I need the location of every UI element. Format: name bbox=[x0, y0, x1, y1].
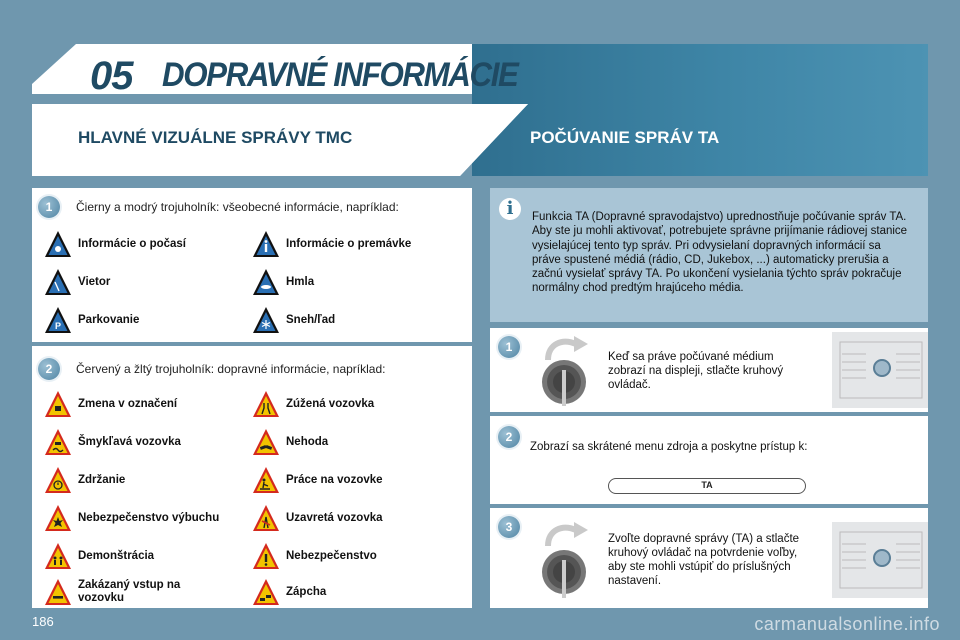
info-text: Funkcia TA (Dopravné spravodajstvo) uprednostňuje počúvanie správ TA. Aby ste ju mohli aktivovať, potrebujete správne prijímanie rádiovej stanice vysielajúcej tento typ správ. Pri odvysielaní dopravných informácií sa práve spustené médiá (rádio, CD, Jukebox, ...) automaticky prerušia a začnú vysielať správy TA. Po ukončení vysielania týchto správ pokračuje normálny chod predtým hrajúceho média. bbox=[532, 211, 908, 295]
sign-label: Nebezpečenstvo výbuchu bbox=[78, 511, 220, 524]
sign-slippery-road bbox=[44, 428, 181, 456]
snow-ice-sign-icon bbox=[252, 306, 280, 334]
parking-sign-icon bbox=[44, 306, 72, 334]
delay-sign-icon bbox=[44, 466, 72, 494]
sign-danger bbox=[252, 542, 377, 570]
step-1-text: Keď sa práve počúvané médium zobrazí na displeji, stlačte kruhový ovládač. bbox=[608, 351, 784, 391]
radio-panel-image bbox=[832, 332, 928, 408]
sign-label: Nebezpečenstvo bbox=[286, 549, 377, 562]
danger-sign-icon bbox=[252, 542, 280, 570]
sign-label: Zúžená vozovka bbox=[286, 397, 375, 410]
sign-narrow-road bbox=[252, 390, 374, 418]
weather-sign-icon bbox=[44, 230, 72, 258]
panel-2-badge: 2 bbox=[38, 358, 60, 380]
panel-2-intro: Červený a žltý trojuholník: dopravné informácie, napríklad: bbox=[76, 362, 386, 376]
explosion-danger-sign-icon bbox=[44, 504, 72, 532]
sign-accident bbox=[252, 428, 328, 456]
sign-label: Zmena v označení bbox=[78, 397, 178, 410]
header-banner bbox=[32, 44, 928, 176]
sign-demonstration bbox=[44, 542, 154, 570]
chapter-title: DOPRAVNÉ INFORMÁCIE bbox=[162, 56, 518, 94]
radio-unit-icon bbox=[832, 332, 928, 408]
sign-label: Uzavretá vozovka bbox=[286, 511, 383, 524]
step-2-badge: 2 bbox=[498, 426, 520, 448]
sign-label: Nehoda bbox=[286, 435, 329, 448]
sign-label: Informácie o počasí bbox=[78, 237, 187, 250]
sign-label: Práce na vozovke bbox=[286, 473, 383, 486]
signage-change-sign-icon bbox=[44, 390, 72, 418]
wind-sign-icon bbox=[44, 268, 72, 296]
right-section-title: POČÚVANIE SPRÁV TA bbox=[530, 128, 720, 147]
sign-label: Zakázaný vstup na vozovku bbox=[78, 579, 181, 604]
roadworks-sign-icon bbox=[252, 466, 280, 494]
sign-road-closed bbox=[252, 504, 383, 532]
svg-text:P: P bbox=[54, 321, 62, 331]
sign-label: Zdržanie bbox=[78, 473, 126, 486]
step-1-badge: 1 bbox=[498, 336, 520, 358]
step-3-badge: 3 bbox=[498, 516, 520, 538]
fog-sign-icon bbox=[252, 268, 280, 296]
ta-option[interactable]: TA bbox=[608, 478, 806, 494]
knob-press-icon bbox=[530, 516, 596, 602]
sign-label: Hmla bbox=[286, 275, 315, 288]
sign-signage-change bbox=[44, 390, 177, 418]
demonstration-sign-icon bbox=[44, 542, 72, 570]
no-entry-sign-icon bbox=[44, 578, 72, 606]
chapter-number: 05 bbox=[90, 54, 133, 98]
radio-panel-image bbox=[832, 522, 928, 598]
sign-weather bbox=[44, 230, 186, 258]
sign-parking bbox=[44, 306, 139, 334]
sign-label: Zápcha bbox=[286, 585, 327, 598]
sign-label: Sneh/ľad bbox=[286, 313, 336, 326]
traffic-info-sign-icon bbox=[252, 230, 280, 258]
sign-label: Parkovanie bbox=[78, 313, 140, 326]
step-3-text: Zvoľte dopravné správy (TA) a stlačte kruhový ovládač na potvrdenie voľby, aby ste mohli vstúpiť do príslušných nastavení. bbox=[608, 533, 800, 587]
accident-sign-icon bbox=[252, 428, 280, 456]
slippery-road-sign-icon bbox=[44, 428, 72, 456]
sign-label: Demonštrácia bbox=[78, 549, 155, 562]
sign-delay bbox=[44, 466, 125, 494]
sign-roadworks bbox=[252, 466, 383, 494]
sign-fog bbox=[252, 268, 314, 296]
panel-1-badge: 1 bbox=[38, 196, 60, 218]
sign-label: Informácie o premávke bbox=[286, 237, 412, 250]
knob-press-icon bbox=[530, 330, 596, 410]
radio-unit-icon bbox=[832, 522, 928, 598]
info-icon: i bbox=[499, 198, 521, 220]
sign-explosion-danger bbox=[44, 504, 219, 532]
page-number: 186 bbox=[32, 614, 54, 629]
sign-label: Šmykľavá vozovka bbox=[78, 435, 181, 448]
traffic-jam-sign-icon bbox=[252, 578, 280, 606]
sign-traffic-info bbox=[252, 230, 411, 258]
sign-snow-ice bbox=[252, 306, 335, 334]
sign-wind bbox=[44, 268, 110, 296]
sign-traffic-jam bbox=[252, 578, 326, 606]
sign-no-entry bbox=[44, 578, 198, 606]
watermark: carmanualsonline.info bbox=[754, 614, 940, 634]
sign-label: Vietor bbox=[78, 275, 111, 288]
panel-1-intro: Čierny a modrý trojuholník: všeobecné informácie, napríklad: bbox=[76, 200, 399, 214]
header-right-band bbox=[472, 44, 928, 176]
step-2-text: Zobrazí sa skrátené menu zdroja a poskytne prístup k: bbox=[530, 441, 808, 453]
narrow-road-sign-icon bbox=[252, 390, 280, 418]
road-closed-sign-icon bbox=[252, 504, 280, 532]
left-section-title: HLAVNÉ VIZUÁLNE SPRÁVY TMC bbox=[78, 128, 353, 147]
